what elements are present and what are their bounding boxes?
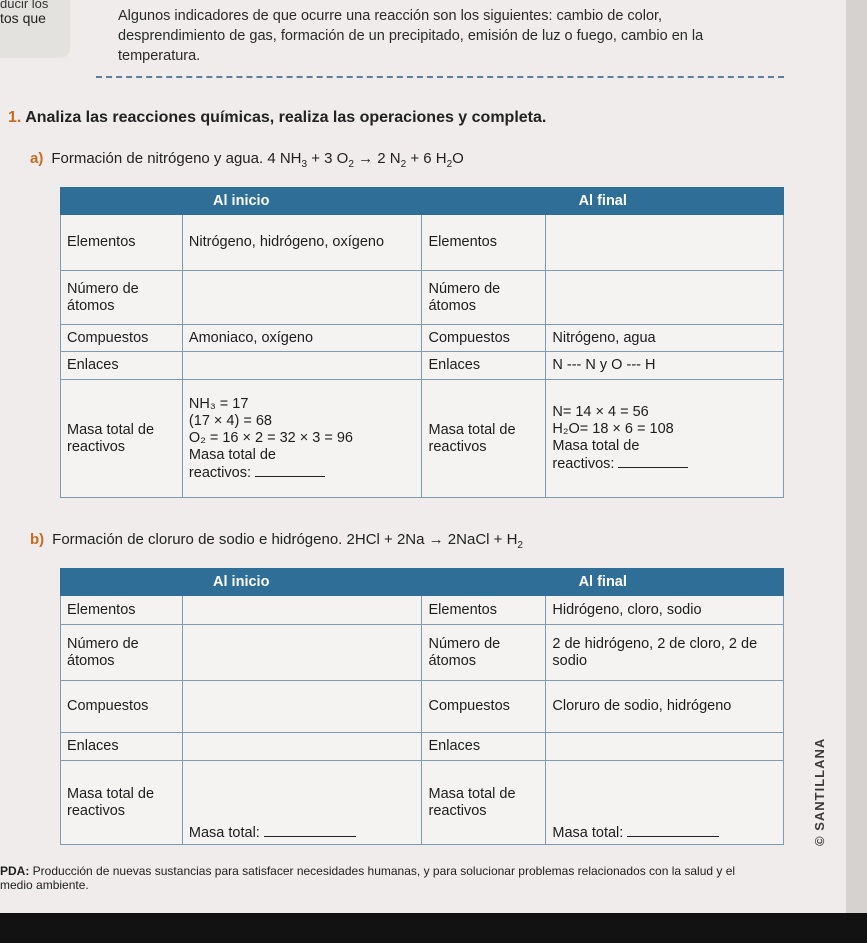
part-a-equation: 4 $NH_3 + 3$ $O_2 \to 2$ $N_2 + 6$ $H_2O$ [267, 150, 464, 170]
table-part-b [60, 568, 784, 845]
margin-fragment [0, 0, 70, 58]
label-enlaces: Enlaces [61, 733, 183, 761]
label-elementos: Elementos [61, 215, 183, 271]
part-b-equation: 2HCl + 2Na → 2NaCl + $H_2$ [346, 531, 523, 551]
header-al-inicio: Al inicio [61, 188, 422, 215]
header-al-final: Al final [422, 569, 784, 596]
answer-cell[interactable] [182, 271, 422, 325]
value-elementos-inicio: Nitrógeno, hidrógeno, oxígeno [182, 215, 422, 271]
value-compuestos-final: Cloruro de sodio, hidrógeno [546, 681, 784, 733]
label-enlaces: Enlaces [61, 352, 183, 380]
value-masa-inicio: NH₃ = 17 (17 × 4) = 68 O₂ = 16 × 2 = 32 × 3 = 96 Masa total de reactivos: [182, 380, 422, 498]
part-b-heading [30, 531, 523, 551]
question-text: Analiza las reacciones químicas, realiza las operaciones y completa. [25, 109, 547, 126]
answer-cell[interactable] [182, 625, 422, 681]
part-b-text: Formación de cloruro de sodio e hidrógeno. [52, 531, 343, 548]
label-masa-total: Masa total de reactivos [61, 380, 183, 498]
value-compuestos-final: Nitrógeno, agua [546, 325, 784, 352]
blank-line[interactable] [255, 464, 325, 477]
intro-paragraph: Algunos indicadores de que ocurre una reacción son los siguientes: cambio de color, desprendimiento de gas, formación de un precipitado, emisión de luz o fuego, cambio en la temperatura. [118, 8, 704, 64]
value-masa-final: N= 14 × 4 = 56 H₂O= 18 × 6 = 108 Masa total de reactivos: [546, 380, 784, 498]
publisher-mark: © SANTILLANA [812, 737, 827, 846]
answer-cell[interactable] [546, 271, 784, 325]
scan-bottom-edge [0, 913, 867, 943]
label-compuestos-final: Compuestos [422, 681, 546, 733]
label-masa-total-final: Masa total de reactivos [422, 380, 546, 498]
answer-cell[interactable] [546, 733, 784, 761]
question-number: 1. [8, 109, 22, 126]
blank-line[interactable] [627, 824, 719, 837]
table-part-a [60, 187, 784, 498]
label-elementos-final: Elementos [422, 596, 546, 625]
value-numero-atomos-final: 2 de hidrógeno, 2 de cloro, 2 de sodio [546, 625, 784, 681]
answer-cell[interactable] [182, 733, 422, 761]
pda-text: Producción de nuevas sustancias para satisfacer necesidades humanas, y para solucionar problemas relacionados con la salud y el medio ambiente. [0, 864, 736, 892]
label-compuestos: Compuestos [61, 681, 183, 733]
answer-cell[interactable] [182, 596, 422, 625]
label-compuestos: Compuestos [61, 325, 183, 352]
value-elementos-final: Hidrógeno, cloro, sodio [546, 596, 784, 625]
value-enlaces-final: N --- N y O --- H [546, 352, 784, 380]
label-masa-total-final: Masa total de reactivos [422, 761, 546, 845]
label-numero-atomos: Número de átomos [61, 625, 183, 681]
page-edge-shadow [846, 0, 867, 913]
label-elementos-final: Elementos [422, 215, 546, 271]
label-elementos: Elementos [61, 596, 183, 625]
answer-cell[interactable] [182, 681, 422, 733]
header-al-inicio: Al inicio [61, 569, 422, 596]
label-compuestos-final: Compuestos [422, 325, 546, 352]
part-a-heading [30, 150, 464, 170]
answer-cell[interactable] [182, 352, 422, 380]
part-a-text: Formación de nitrógeno y agua. [51, 150, 264, 167]
part-a-letter: a) [30, 150, 44, 167]
blank-line[interactable] [264, 824, 356, 837]
pda-footnote [0, 864, 760, 892]
value-masa-final: Masa total: [546, 761, 784, 845]
fragment-line-1: ducir los [0, 0, 49, 11]
fragment-line-2: tos que [0, 10, 46, 26]
blank-line[interactable] [618, 455, 688, 468]
label-numero-atomos-final: Número de átomos [422, 271, 546, 325]
label-enlaces-final: Enlaces [422, 352, 546, 380]
dashed-divider [96, 76, 784, 78]
value-compuestos-inicio: Amoniaco, oxígeno [182, 325, 422, 352]
question-1 [8, 109, 546, 127]
label-masa-total: Masa total de reactivos [61, 761, 183, 845]
value-masa-inicio: Masa total: [182, 761, 422, 845]
header-al-final: Al final [422, 188, 784, 215]
label-enlaces-final: Enlaces [422, 733, 546, 761]
pda-label: PDA: [0, 864, 30, 878]
part-b-letter: b) [30, 531, 45, 548]
label-numero-atomos: Número de átomos [61, 271, 183, 325]
label-numero-atomos-final: Número de átomos [422, 625, 546, 681]
answer-cell[interactable] [546, 215, 784, 271]
